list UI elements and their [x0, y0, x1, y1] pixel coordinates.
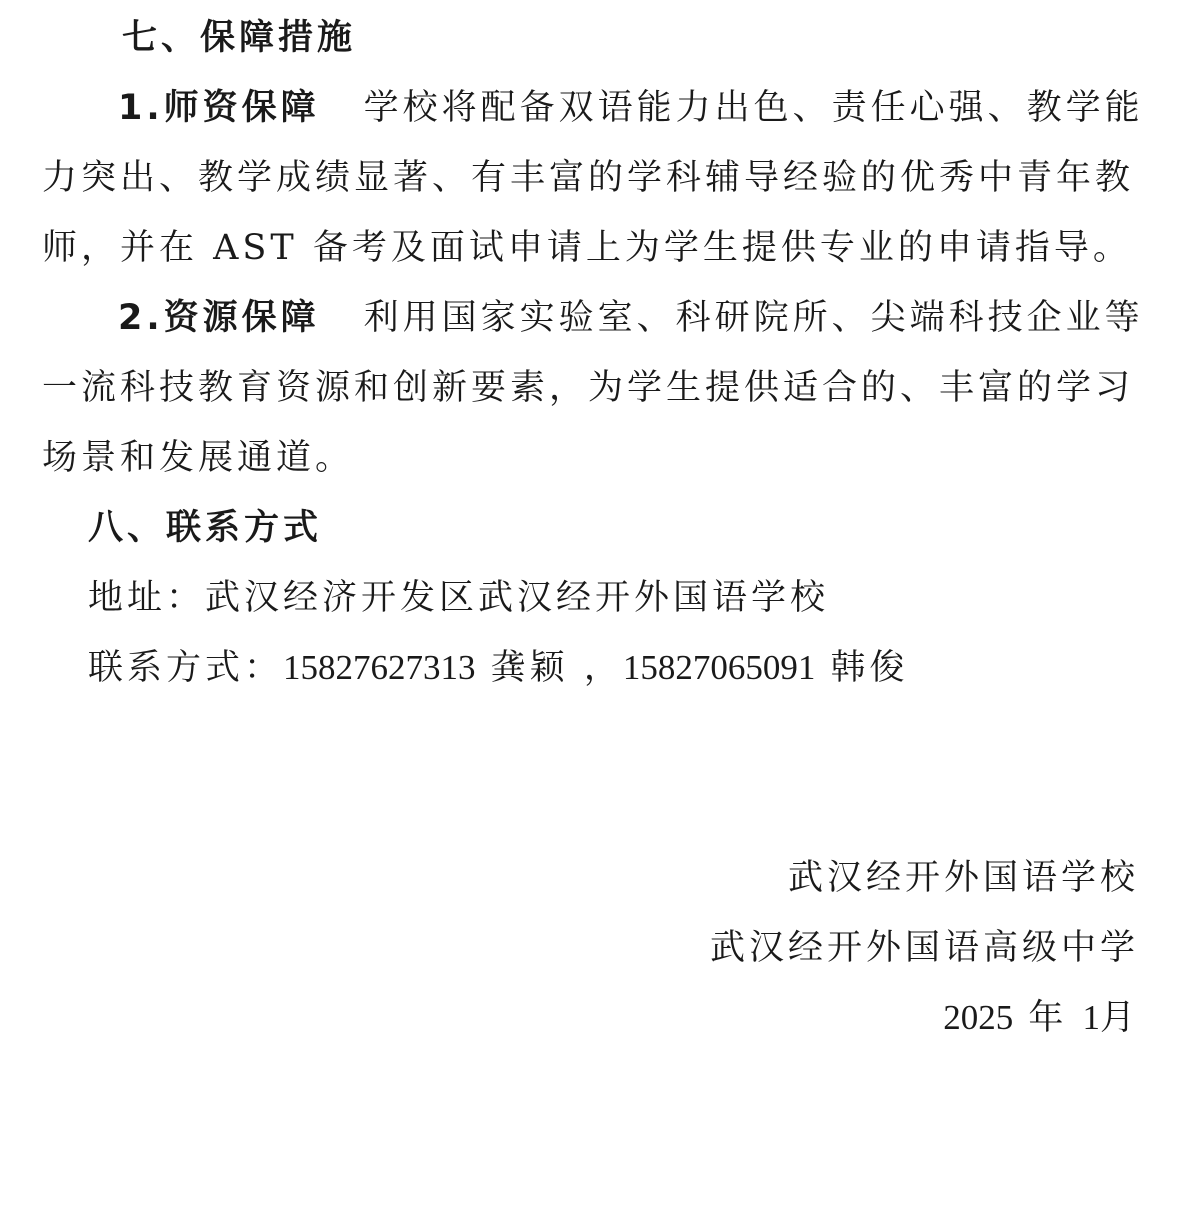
- contact-label: 联系方式：: [88, 648, 284, 688]
- item-2-text-2: 一流科技教育资源和创新要素，为学生提供适合的、丰富的学习: [42, 368, 1135, 408]
- signature-org-1: 武汉经开外国语学校: [787, 858, 1139, 898]
- item-1-text-2: 力突出、教学成绩显著、有丰富的学科辅导经验的优秀中青年教: [42, 158, 1135, 198]
- signature-org-2: 武汉经开外国语高级中学: [709, 928, 1139, 968]
- item-1-line-1: [118, 86, 1144, 130]
- item-2-text-3: 场景和发展通道。: [42, 438, 355, 478]
- item-2-line-1: [118, 296, 1144, 340]
- signature-month: 1: [1082, 998, 1100, 1037]
- item-1-text-1: 学校将配备双语能力出色、责任心强、教学能: [363, 88, 1144, 128]
- contact-phone-2: 15827065091: [622, 648, 816, 687]
- section-7-heading: 七、保障措施: [122, 18, 357, 58]
- signature-month-unit: 月: [1099, 998, 1139, 1038]
- contact-separator: ，: [583, 648, 623, 688]
- contact-name-1: 龚颖: [490, 648, 569, 688]
- address-line: 地址：武汉经济开发区武汉经开外国语学校: [88, 578, 830, 618]
- item-1-text-3: 师，并在 AST 备考及面试申请上为学生提供专业的申请指导。: [42, 228, 1132, 268]
- contact-name-2: 韩俊: [830, 648, 909, 688]
- contact-line: [88, 646, 908, 690]
- item-2-text-1: 利用国家实验室、科研院所、尖端科技企业等: [363, 298, 1144, 338]
- signature-year-unit: 年: [1028, 998, 1068, 1038]
- signature-date: [943, 996, 1139, 1040]
- contact-phone-1: 15827627313: [283, 648, 476, 687]
- item-1-title: 1.师资保障: [118, 88, 320, 128]
- item-2-title: 2.资源保障: [118, 298, 320, 338]
- section-8-heading: 八、联系方式: [88, 508, 323, 548]
- signature-year: 2025: [943, 998, 1014, 1037]
